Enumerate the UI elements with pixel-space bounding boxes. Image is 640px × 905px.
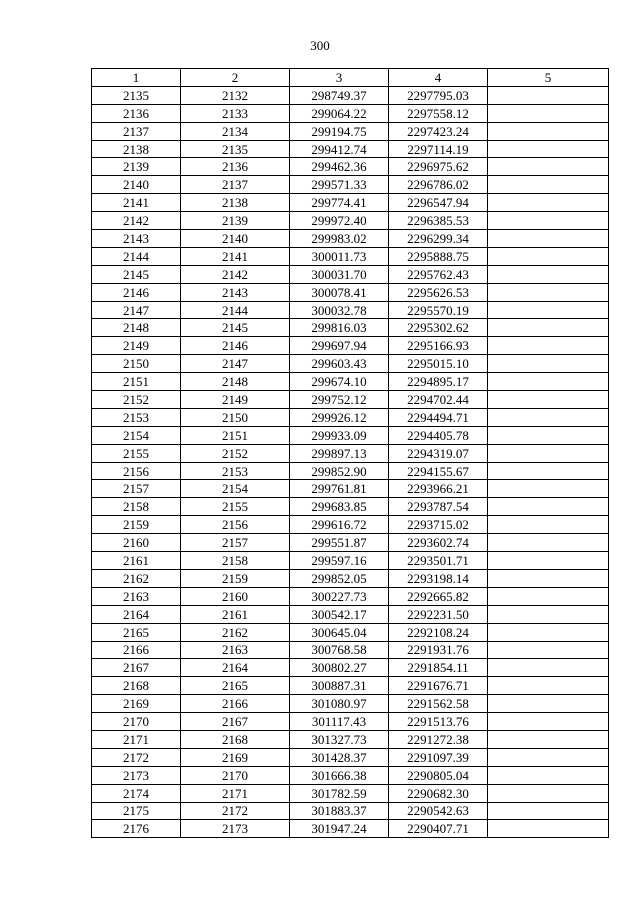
table-cell: 301327.73 bbox=[290, 730, 389, 748]
table-cell: 2170 bbox=[92, 713, 181, 731]
table-cell: 299597.16 bbox=[290, 552, 389, 570]
table-cell: 2291562.58 bbox=[389, 695, 488, 713]
table-cell bbox=[488, 695, 609, 713]
table-cell: 2152 bbox=[92, 391, 181, 409]
table-cell: 2163 bbox=[181, 641, 290, 659]
table-cell: 300645.04 bbox=[290, 623, 389, 641]
table-cell bbox=[488, 122, 609, 140]
table-cell bbox=[488, 802, 609, 820]
table-cell: 2160 bbox=[181, 587, 290, 605]
table-cell: 2156 bbox=[181, 516, 290, 534]
table-cell: 299551.87 bbox=[290, 534, 389, 552]
table-cell: 301883.37 bbox=[290, 802, 389, 820]
table-cell bbox=[488, 713, 609, 731]
table-row bbox=[92, 569, 609, 587]
table-cell: 300031.70 bbox=[290, 265, 389, 283]
table-cell bbox=[488, 373, 609, 391]
table-cell bbox=[488, 355, 609, 373]
table-cell: 2296975.62 bbox=[389, 158, 488, 176]
table-row bbox=[92, 247, 609, 265]
table-row bbox=[92, 677, 609, 695]
table-cell: 2140 bbox=[92, 176, 181, 194]
table-row bbox=[92, 86, 609, 104]
table-cell: 2291854.11 bbox=[389, 659, 488, 677]
table-cell bbox=[488, 319, 609, 337]
table-cell: 2162 bbox=[181, 623, 290, 641]
table-cell: 2175 bbox=[92, 802, 181, 820]
table-body bbox=[92, 86, 609, 837]
table-cell bbox=[488, 391, 609, 409]
table-row bbox=[92, 426, 609, 444]
table-cell: 2166 bbox=[181, 695, 290, 713]
table-cell: 2165 bbox=[181, 677, 290, 695]
table-cell bbox=[488, 784, 609, 802]
table-cell bbox=[488, 408, 609, 426]
table-row bbox=[92, 659, 609, 677]
table-cell: 2292665.82 bbox=[389, 587, 488, 605]
table-cell bbox=[488, 820, 609, 838]
table-cell: 2135 bbox=[181, 140, 290, 158]
table-cell: 2174 bbox=[92, 784, 181, 802]
table-cell: 2292231.50 bbox=[389, 605, 488, 623]
table-cell: 2295015.10 bbox=[389, 355, 488, 373]
table-cell: 2159 bbox=[181, 569, 290, 587]
table-cell: 301117.43 bbox=[290, 713, 389, 731]
table-cell: 2296547.94 bbox=[389, 194, 488, 212]
table-cell bbox=[488, 534, 609, 552]
table-cell: 300802.27 bbox=[290, 659, 389, 677]
table-cell: 2154 bbox=[92, 426, 181, 444]
header-row bbox=[92, 69, 609, 87]
table-cell: 2150 bbox=[181, 408, 290, 426]
table-cell: 299752.12 bbox=[290, 391, 389, 409]
table-cell: 2294702.44 bbox=[389, 391, 488, 409]
table-cell: 2171 bbox=[181, 784, 290, 802]
table-cell: 2138 bbox=[181, 194, 290, 212]
table-cell: 2297795.03 bbox=[389, 86, 488, 104]
table-cell: 298749.37 bbox=[290, 86, 389, 104]
table-row bbox=[92, 766, 609, 784]
table-cell: 2290542.63 bbox=[389, 802, 488, 820]
table-row bbox=[92, 498, 609, 516]
table-cell: 2137 bbox=[92, 122, 181, 140]
table-cell bbox=[488, 498, 609, 516]
table-cell: 301428.37 bbox=[290, 748, 389, 766]
table-cell: 2293787.54 bbox=[389, 498, 488, 516]
table-cell: 299761.81 bbox=[290, 480, 389, 498]
table-row bbox=[92, 444, 609, 462]
table-cell: 2176 bbox=[92, 820, 181, 838]
table-row bbox=[92, 283, 609, 301]
table-cell: 2157 bbox=[92, 480, 181, 498]
table-cell: 2293501.71 bbox=[389, 552, 488, 570]
table-cell: 2141 bbox=[181, 247, 290, 265]
table-cell: 299683.85 bbox=[290, 498, 389, 516]
table-cell: 299933.09 bbox=[290, 426, 389, 444]
table-cell: 2141 bbox=[92, 194, 181, 212]
table-cell: 2143 bbox=[181, 283, 290, 301]
table-cell: 2296299.34 bbox=[389, 230, 488, 248]
table-cell: 2295166.93 bbox=[389, 337, 488, 355]
table-row bbox=[92, 408, 609, 426]
table-cell bbox=[488, 212, 609, 230]
table-cell: 2134 bbox=[181, 122, 290, 140]
table-cell: 2136 bbox=[181, 158, 290, 176]
table-cell: 2149 bbox=[181, 391, 290, 409]
table-cell: 2291931.76 bbox=[389, 641, 488, 659]
table-cell: 2146 bbox=[92, 283, 181, 301]
table-cell bbox=[488, 158, 609, 176]
table-cell: 2294319.07 bbox=[389, 444, 488, 462]
table-cell: 299852.05 bbox=[290, 569, 389, 587]
table-row bbox=[92, 319, 609, 337]
table-cell: 2296385.53 bbox=[389, 212, 488, 230]
table-cell: 300542.17 bbox=[290, 605, 389, 623]
table-cell: 2139 bbox=[181, 212, 290, 230]
table-cell bbox=[488, 677, 609, 695]
table-cell: 2143 bbox=[92, 230, 181, 248]
table-cell: 2293198.14 bbox=[389, 569, 488, 587]
table-cell bbox=[488, 230, 609, 248]
table-cell: 2147 bbox=[181, 355, 290, 373]
table-row bbox=[92, 140, 609, 158]
table-cell: 299697.94 bbox=[290, 337, 389, 355]
table-row bbox=[92, 802, 609, 820]
table-cell: 2146 bbox=[181, 337, 290, 355]
table-cell bbox=[488, 623, 609, 641]
table-cell: 2293966.21 bbox=[389, 480, 488, 498]
table-cell: 2151 bbox=[92, 373, 181, 391]
table-row bbox=[92, 194, 609, 212]
table-row bbox=[92, 784, 609, 802]
table-row bbox=[92, 212, 609, 230]
table-cell bbox=[488, 301, 609, 319]
table-cell: 2170 bbox=[181, 766, 290, 784]
table-cell bbox=[488, 552, 609, 570]
table-cell: 2169 bbox=[181, 748, 290, 766]
table-cell bbox=[488, 176, 609, 194]
table-cell: 299571.33 bbox=[290, 176, 389, 194]
table-cell: 2295888.75 bbox=[389, 247, 488, 265]
table-cell: 2142 bbox=[92, 212, 181, 230]
table-cell: 2155 bbox=[92, 444, 181, 462]
table-row bbox=[92, 355, 609, 373]
table-row bbox=[92, 748, 609, 766]
table-cell bbox=[488, 247, 609, 265]
table-cell: 2153 bbox=[92, 408, 181, 426]
table-cell: 299926.12 bbox=[290, 408, 389, 426]
table-cell: 2159 bbox=[92, 516, 181, 534]
table-row bbox=[92, 462, 609, 480]
table-row bbox=[92, 552, 609, 570]
table-cell: 2292108.24 bbox=[389, 623, 488, 641]
table-cell bbox=[488, 86, 609, 104]
table-cell: 2295626.53 bbox=[389, 283, 488, 301]
table-row bbox=[92, 373, 609, 391]
table-row bbox=[92, 122, 609, 140]
table-cell: 300887.31 bbox=[290, 677, 389, 695]
table-cell: 2166 bbox=[92, 641, 181, 659]
table-cell: 299194.75 bbox=[290, 122, 389, 140]
table-cell: 2156 bbox=[92, 462, 181, 480]
table-cell: 299412.74 bbox=[290, 140, 389, 158]
table-cell: 2291676.71 bbox=[389, 677, 488, 695]
table-cell: 2164 bbox=[92, 605, 181, 623]
table-cell: 2173 bbox=[92, 766, 181, 784]
coordinates-table bbox=[91, 68, 609, 838]
table-cell: 2138 bbox=[92, 140, 181, 158]
table-cell: 299774.41 bbox=[290, 194, 389, 212]
table-cell bbox=[488, 641, 609, 659]
table-cell: 2155 bbox=[181, 498, 290, 516]
table-cell: 2167 bbox=[181, 713, 290, 731]
table-row bbox=[92, 623, 609, 641]
table-cell: 301947.24 bbox=[290, 820, 389, 838]
table-cell: 2160 bbox=[92, 534, 181, 552]
table-cell: 2144 bbox=[92, 247, 181, 265]
table-cell: 2135 bbox=[92, 86, 181, 104]
table-cell: 2148 bbox=[181, 373, 290, 391]
table-cell: 2297423.24 bbox=[389, 122, 488, 140]
table-row bbox=[92, 301, 609, 319]
table-cell: 2295570.19 bbox=[389, 301, 488, 319]
table-cell: 2290407.71 bbox=[389, 820, 488, 838]
table-cell: 2151 bbox=[181, 426, 290, 444]
table-cell: 2145 bbox=[181, 319, 290, 337]
table-cell: 2165 bbox=[92, 623, 181, 641]
table-row bbox=[92, 104, 609, 122]
table-cell: 299603.43 bbox=[290, 355, 389, 373]
column-header: 5 bbox=[488, 69, 609, 87]
table-cell bbox=[488, 569, 609, 587]
table-cell: 2295762.43 bbox=[389, 265, 488, 283]
table-cell: 2293602.74 bbox=[389, 534, 488, 552]
table-cell: 2294405.78 bbox=[389, 426, 488, 444]
table-row bbox=[92, 730, 609, 748]
table-row bbox=[92, 605, 609, 623]
table-cell: 2291097.39 bbox=[389, 748, 488, 766]
table-row bbox=[92, 641, 609, 659]
table-cell: 299674.10 bbox=[290, 373, 389, 391]
table-cell bbox=[488, 748, 609, 766]
table-row bbox=[92, 158, 609, 176]
table-cell: 2295302.62 bbox=[389, 319, 488, 337]
table-cell: 300032.78 bbox=[290, 301, 389, 319]
table-cell: 300011.73 bbox=[290, 247, 389, 265]
table-cell: 2157 bbox=[181, 534, 290, 552]
table-cell: 2297558.12 bbox=[389, 104, 488, 122]
table-cell: 299897.13 bbox=[290, 444, 389, 462]
table-cell bbox=[488, 444, 609, 462]
table-cell bbox=[488, 337, 609, 355]
table-cell: 2291513.76 bbox=[389, 713, 488, 731]
table-cell: 2152 bbox=[181, 444, 290, 462]
table-cell: 2145 bbox=[92, 265, 181, 283]
table-cell: 2161 bbox=[92, 552, 181, 570]
table-cell: 299816.03 bbox=[290, 319, 389, 337]
table-cell: 2294494.71 bbox=[389, 408, 488, 426]
table-cell: 299852.90 bbox=[290, 462, 389, 480]
table-cell: 300768.58 bbox=[290, 641, 389, 659]
table-cell: 2132 bbox=[181, 86, 290, 104]
table-cell: 299064.22 bbox=[290, 104, 389, 122]
table-cell: 2173 bbox=[181, 820, 290, 838]
table-cell: 2158 bbox=[92, 498, 181, 516]
table-cell bbox=[488, 426, 609, 444]
table-row bbox=[92, 337, 609, 355]
table-cell bbox=[488, 766, 609, 784]
table-cell: 2153 bbox=[181, 462, 290, 480]
table-row bbox=[92, 587, 609, 605]
table-cell: 301666.38 bbox=[290, 766, 389, 784]
table-row bbox=[92, 820, 609, 838]
table-cell bbox=[488, 194, 609, 212]
table-cell: 2149 bbox=[92, 337, 181, 355]
table-row bbox=[92, 516, 609, 534]
table-cell bbox=[488, 104, 609, 122]
table-cell: 2154 bbox=[181, 480, 290, 498]
table-cell: 300078.41 bbox=[290, 283, 389, 301]
table-row bbox=[92, 480, 609, 498]
table-row bbox=[92, 534, 609, 552]
table-cell: 2290682.30 bbox=[389, 784, 488, 802]
page-number: 300 bbox=[310, 38, 330, 53]
table-row bbox=[92, 176, 609, 194]
table-row bbox=[92, 713, 609, 731]
table-cell: 2162 bbox=[92, 569, 181, 587]
table-cell: 2291272.38 bbox=[389, 730, 488, 748]
table-row bbox=[92, 695, 609, 713]
table-cell: 301782.59 bbox=[290, 784, 389, 802]
table-cell: 2136 bbox=[92, 104, 181, 122]
table-cell: 299983.02 bbox=[290, 230, 389, 248]
table-cell bbox=[488, 480, 609, 498]
table-cell: 301080.97 bbox=[290, 695, 389, 713]
table-cell: 2167 bbox=[92, 659, 181, 677]
table-cell: 299972.40 bbox=[290, 212, 389, 230]
table-cell: 2169 bbox=[92, 695, 181, 713]
table-cell: 2133 bbox=[181, 104, 290, 122]
table-cell bbox=[488, 587, 609, 605]
table-cell: 299462.36 bbox=[290, 158, 389, 176]
table-cell bbox=[488, 265, 609, 283]
table-row bbox=[92, 391, 609, 409]
table-cell bbox=[488, 140, 609, 158]
table-cell: 2297114.19 bbox=[389, 140, 488, 158]
table-cell: 2147 bbox=[92, 301, 181, 319]
table-cell bbox=[488, 283, 609, 301]
table-cell: 2296786.02 bbox=[389, 176, 488, 194]
column-header: 1 bbox=[92, 69, 181, 87]
table-cell: 2293715.02 bbox=[389, 516, 488, 534]
table-cell: 2158 bbox=[181, 552, 290, 570]
table-cell: 2144 bbox=[181, 301, 290, 319]
table-cell bbox=[488, 605, 609, 623]
table-cell: 2290805.04 bbox=[389, 766, 488, 784]
table-cell: 2140 bbox=[181, 230, 290, 248]
table-cell: 300227.73 bbox=[290, 587, 389, 605]
table-cell bbox=[488, 730, 609, 748]
column-header: 2 bbox=[181, 69, 290, 87]
column-header: 3 bbox=[290, 69, 389, 87]
table-cell: 2294155.67 bbox=[389, 462, 488, 480]
table-cell: 2139 bbox=[92, 158, 181, 176]
table-row bbox=[92, 230, 609, 248]
table-cell: 2294895.17 bbox=[389, 373, 488, 391]
table-cell: 2150 bbox=[92, 355, 181, 373]
table-cell: 2172 bbox=[181, 802, 290, 820]
column-header: 4 bbox=[389, 69, 488, 87]
table-cell: 299616.72 bbox=[290, 516, 389, 534]
table-cell: 2171 bbox=[92, 730, 181, 748]
table-cell: 2164 bbox=[181, 659, 290, 677]
table-cell: 2137 bbox=[181, 176, 290, 194]
table-cell: 2148 bbox=[92, 319, 181, 337]
table-row bbox=[92, 265, 609, 283]
table-cell bbox=[488, 659, 609, 677]
table-cell: 2163 bbox=[92, 587, 181, 605]
table-cell: 2142 bbox=[181, 265, 290, 283]
table-cell bbox=[488, 516, 609, 534]
table-cell: 2161 bbox=[181, 605, 290, 623]
table-cell bbox=[488, 462, 609, 480]
table-cell: 2168 bbox=[92, 677, 181, 695]
table-cell: 2172 bbox=[92, 748, 181, 766]
table-cell: 2168 bbox=[181, 730, 290, 748]
